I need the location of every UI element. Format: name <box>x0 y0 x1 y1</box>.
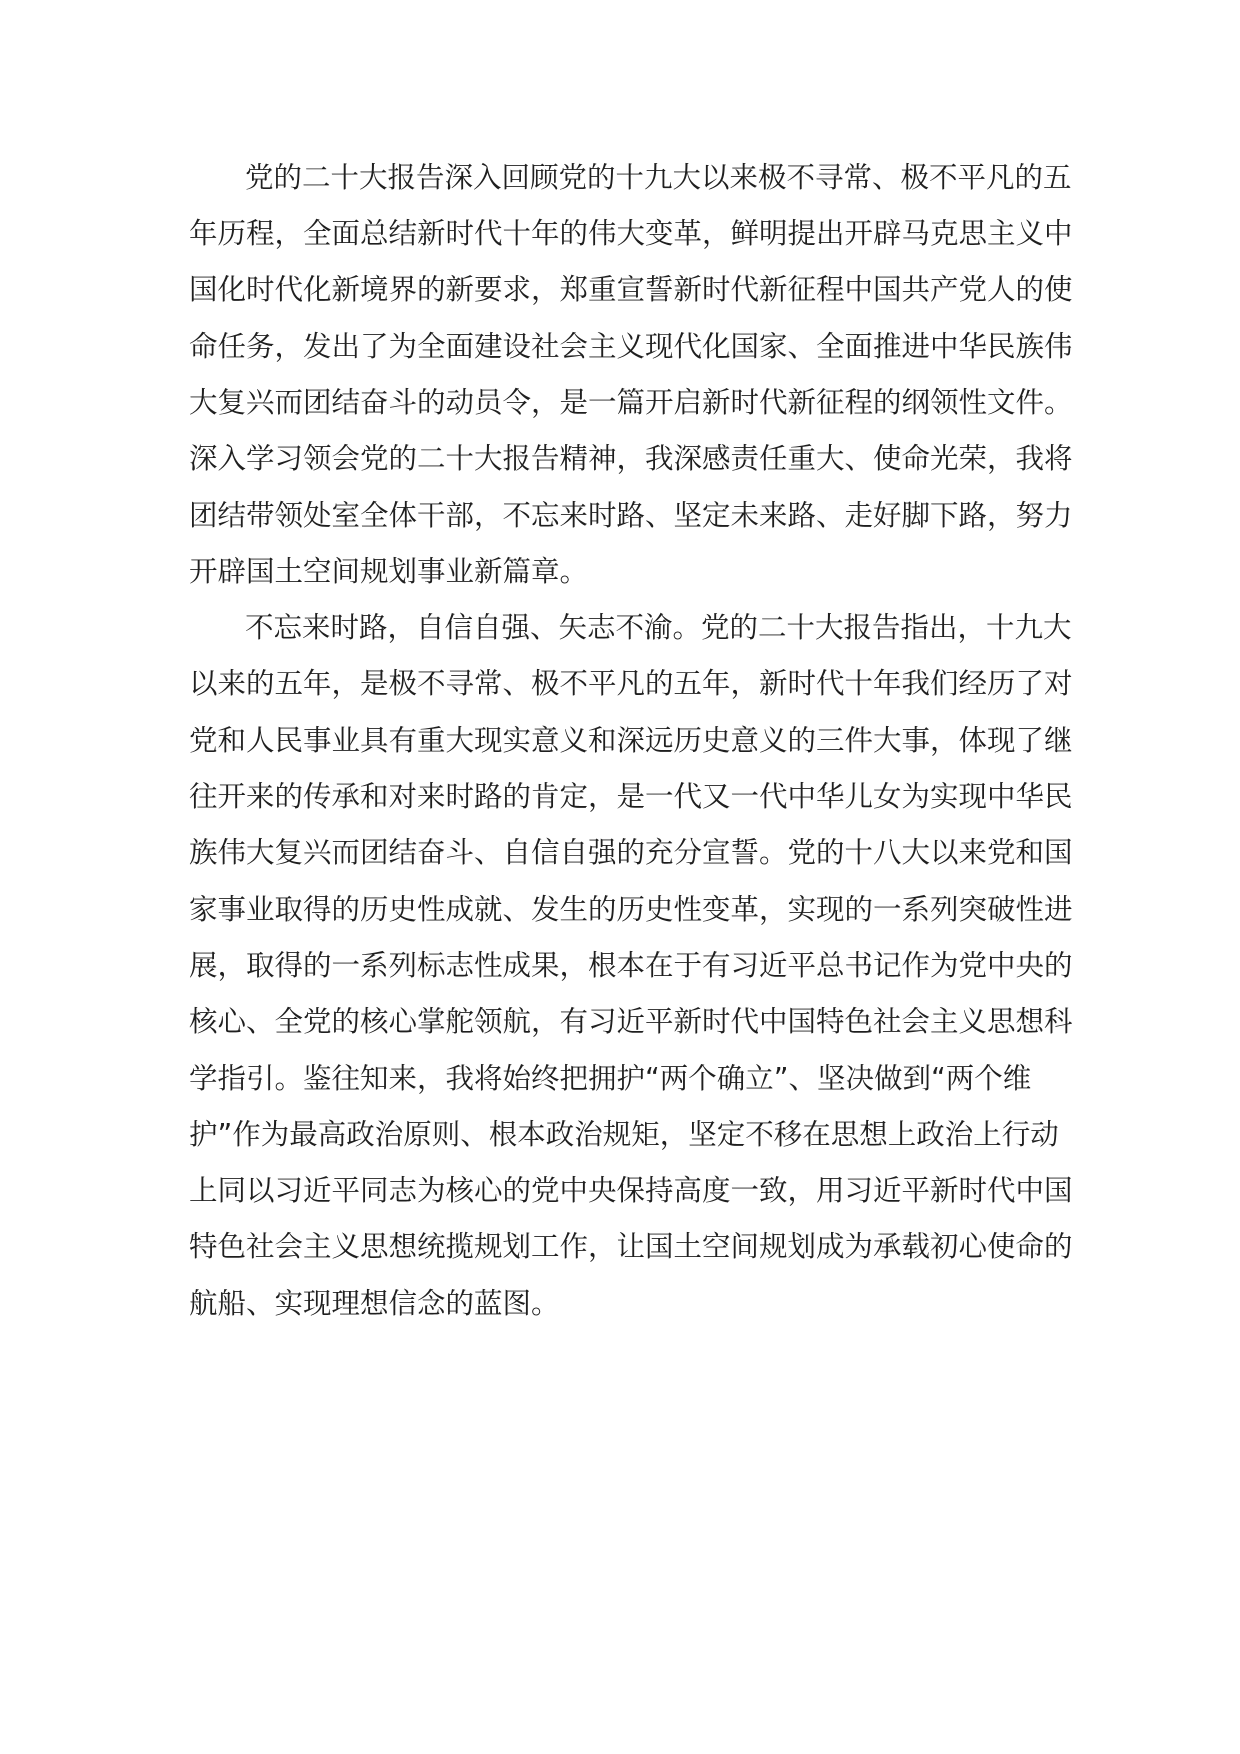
paragraph-1-line-4: 命任务，发出了为全面建设社会主义现代化国家、全面推进中华民族伟 <box>189 330 1073 363</box>
paragraph-2-line-11: 上同以习近平同志为核心的党中央保持高度一致，用习近平新时代中国 <box>189 1174 1073 1207</box>
paragraph-1-line-2: 年历程，全面总结新时代十年的伟大变革，鲜明提出开辟马克思主义中 <box>189 217 1073 250</box>
paragraph-2-line-10: 护”作为最高政治原则、根本政治规矩，坚定不移在思想上政治上行动 <box>189 1118 1059 1151</box>
paragraph-1-line-7: 团结带领处室全体干部，不忘来时路、坚定未来路、走好脚下路，努力 <box>189 499 1073 532</box>
paragraph-2-line-8: 核心、全党的核心掌舵领航，有习近平新时代中国特色社会主义思想科 <box>189 1005 1073 1038</box>
paragraph-2-line-3: 党和人民事业具有重大现实意义和深远历史意义的三件大事，体现了继 <box>189 724 1073 757</box>
paragraph-2-line-6: 家事业取得的历史性成就、发生的历史性变革，实现的一系列突破性进 <box>189 893 1073 926</box>
paragraph-1-line-1: 党的二十大报告深入回顾党的十九大以来极不寻常、极不平凡的五 <box>245 161 1072 194</box>
paragraph-2-line-5: 族伟大复兴而团结奋斗、自信自强的充分宣誓。党的十八大以来党和国 <box>189 836 1073 869</box>
paragraph-2-line-9: 学指引。鉴往知来，我将始终把拥护“两个确立”、坚决做到“两个维 <box>189 1062 1032 1095</box>
paragraph-1-line-5: 大复兴而团结奋斗的动员令，是一篇开启新时代新征程的纲领性文件。 <box>189 386 1073 419</box>
paragraph-1-line-3: 国化时代化新境界的新要求，郑重宣誓新时代新征程中国共产党人的使 <box>189 273 1073 306</box>
paragraph-1-line-8: 开辟国土空间规划事业新篇章。 <box>189 555 589 588</box>
paragraph-2-line-13: 航船、实现理想信念的蓝图。 <box>189 1287 560 1320</box>
paragraph-1-line-6: 深入学习领会党的二十大报告精神，我深感责任重大、使命光荣，我将 <box>189 442 1073 475</box>
paragraph-2-line-7: 展，取得的一系列标志性成果，根本在于有习近平总书记作为党中央的 <box>189 949 1073 982</box>
paragraph-2-line-12: 特色社会主义思想统揽规划工作，让国土空间规划成为承载初心使命的 <box>189 1230 1073 1263</box>
paragraph-2-line-1: 不忘来时路，自信自强、矢志不渝。党的二十大报告指出，十九大 <box>245 611 1072 644</box>
paragraph-2-line-4: 往开来的传承和对来时路的肯定，是一代又一代中华儿女为实现中华民 <box>189 780 1073 813</box>
paragraph-2-line-2: 以来的五年，是极不寻常、极不平凡的五年，新时代十年我们经历了对 <box>189 667 1073 700</box>
